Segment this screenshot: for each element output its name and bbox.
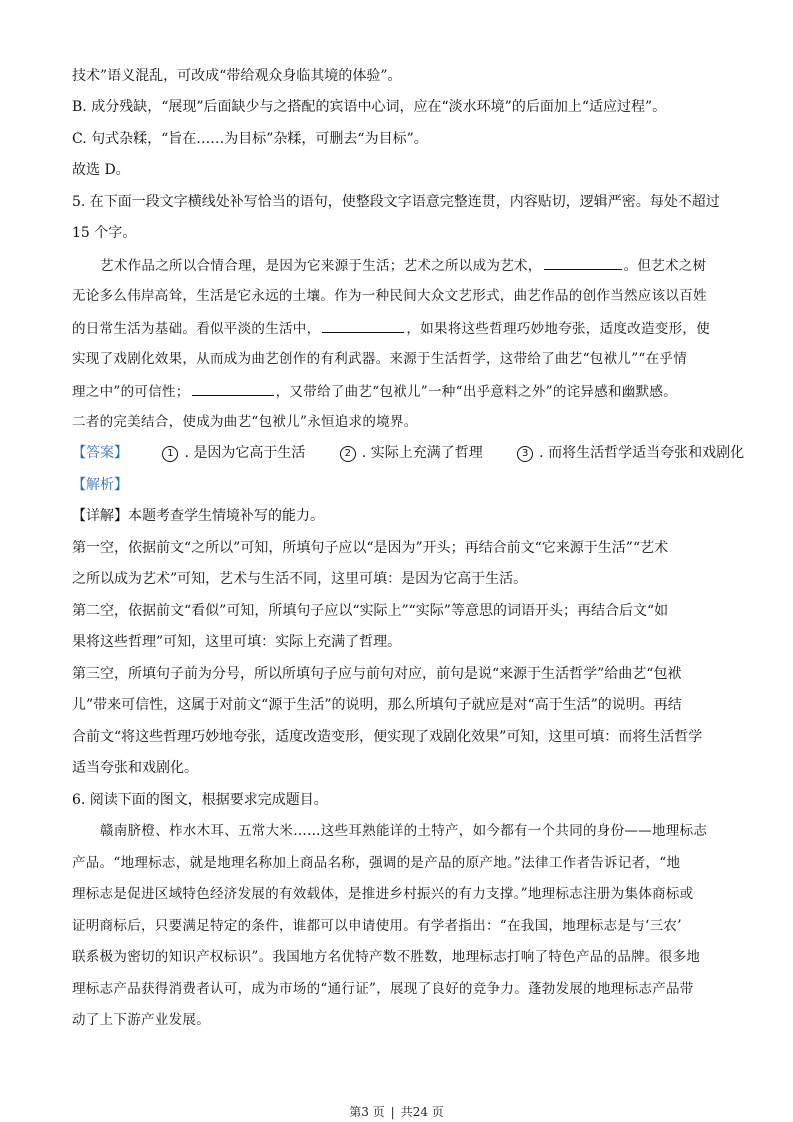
answer-item: [162, 443, 305, 463]
question-5-prompt-cont: 15 个字。: [72, 225, 137, 241]
passage-line: 联系极为密切的知识产权标识”。我国地方名优特产数不胜数，地理标志打响了特色产品的品牌。很多地: [72, 949, 701, 965]
passage-text: 。但艺术之树: [623, 258, 707, 274]
explanation-line: 第一空，依据前文“之所以”可知，所填句子应以“是因为”开头；再结合前文“它来源于生活”“艺术: [72, 540, 669, 556]
answer-item: [517, 443, 744, 463]
passage-line: 实现了戏剧化效果，从而成为曲艺创作的有利武器。来源于生活哲学，这带给了曲艺“包袱儿”“在乎情: [72, 351, 688, 367]
passage-text: 艺术作品之所以合情合理，是因为它来源于生活；艺术之所以成为艺术，: [100, 258, 542, 274]
answer-tag: 【答案】: [72, 445, 128, 461]
explanation-line: 第二空，依据前文“看似”可知，所填句子应以“实际上”“实际”等意思的词语开头；再结合后文“如: [72, 603, 669, 619]
passage-line: 产品。“地理标志，就是地理名称加上商品名称，强调的是产品的原产地。”法律工作者告诉记者，“地: [72, 855, 681, 871]
fill-blank-3[interactable]: [192, 381, 274, 396]
text-line: 故选 D。: [72, 162, 130, 178]
analysis-tag: 【解析】: [72, 477, 128, 493]
footer-separator: |: [390, 1105, 395, 1119]
question-6-prompt: 6. 阅读下面的图文，根据要求完成题目。: [72, 792, 328, 808]
question-5-prompt: 5. 在下面一段文字横线处补写恰当的语句，使整段文字语意完整连贯，内容贴切，逻辑严密。每处不超过: [72, 194, 720, 210]
page-footer: [0, 1103, 793, 1120]
passage-line: 二者的完美结合，使成为曲艺“包袱儿”永恒追求的境界。: [72, 414, 418, 430]
page-number: 第3 页: [349, 1105, 385, 1119]
detail-heading: 【详解】本题考查学生情境补写的能力。: [72, 508, 324, 524]
passage-line: 无论多么伟岸高耸，生活是它永远的土壤。作为一种民间大众文艺形式，曲艺作品的创作当然应该以百姓: [72, 288, 707, 304]
passage-line: [72, 381, 722, 402]
passage-text: 的日常生活为基础。看似平淡的生活中，: [72, 321, 321, 337]
passage-line: 证明商标后，只要满足特定的条件，谁都可以申请使用。有学者指出：“在我国，地理标志是与‘三农’: [72, 918, 682, 934]
explanation-line: 第三空，所填句子前为分号，所以所填句子应与前句对应，前句是说“来源于生活哲学”给曲艺“包袱: [72, 666, 682, 682]
passage-line: 动了上下游产业发展。: [72, 1012, 210, 1028]
passage-line: 理标志产品获得消费者认可，成为市场的“通行证”，展现了良好的竞争力。蓬勃发展的地理标志产品带: [72, 981, 694, 997]
text-line: B. 成分残缺，“展现”后面缺少与之搭配的宾语中心词，应在“淡水环境”的后面加上“适应过程”。: [72, 99, 667, 115]
passage-line: 理标志是促进区域特色经济发展的有效载体，是推进乡村振兴的有力支撑。”地理标志注册为集体商标或: [72, 886, 694, 902]
passage-line: [72, 318, 722, 339]
text-line: 技术”语义混乱，可改成“带给观众身临其境的体验”。: [72, 68, 402, 84]
circled-number: 3: [517, 446, 533, 462]
explanation-line: 合前文“将这些哲理巧妙地夸张，适度改造变形，便实现了戏剧化效果”可知，这里可填：而将生活哲学: [72, 729, 703, 745]
answer-text: . 实际上充满了哲理: [361, 445, 483, 461]
explanation-line: 适当夸张和戏剧化。: [72, 760, 198, 776]
passage-text: ，如果将这些哲理巧妙地夸张，适度改造变形，使: [406, 321, 711, 337]
passage-text: 理之中”的可信性；: [72, 384, 190, 400]
passage-text: ，又带给了曲艺“包袱儿”一种“出乎意料之外”的诧异感和幽默感。: [275, 384, 678, 400]
answer-line: [72, 443, 745, 463]
total-pages: 共24 页: [400, 1105, 444, 1119]
circled-number: 2: [340, 446, 356, 462]
text-line: C. 句式杂糅，“旨在……为目标”杂糅，可删去“为目标”。: [72, 131, 428, 147]
explanation-line: 果将这些哲理”可知，这里可填：实际上充满了哲理。: [72, 634, 402, 650]
answer-text: . 是因为它高于生活: [184, 445, 306, 461]
explanation-line: 儿”带来可信性，这属于对前文“源于生活”的说明，那么所填句子就应是对“高于生活”的说明。再结: [72, 697, 682, 713]
explanation-line: 之所以成为艺术”可知，艺术与生活不同，这里可填：是因为它高于生活。: [72, 571, 528, 587]
fill-blank-1[interactable]: [544, 255, 622, 270]
passage-line: [100, 255, 750, 276]
answer-text: . 而将生活哲学适当夸张和戏剧化: [539, 445, 745, 461]
passage-line: 赣南脐橙、柞水木耳、五常大米……这些耳熟能详的土特产，如今都有一个共同的身份——地理标志: [100, 823, 708, 839]
fill-blank-2[interactable]: [322, 318, 404, 333]
circled-number: 1: [162, 446, 178, 462]
answer-item: [340, 443, 483, 463]
